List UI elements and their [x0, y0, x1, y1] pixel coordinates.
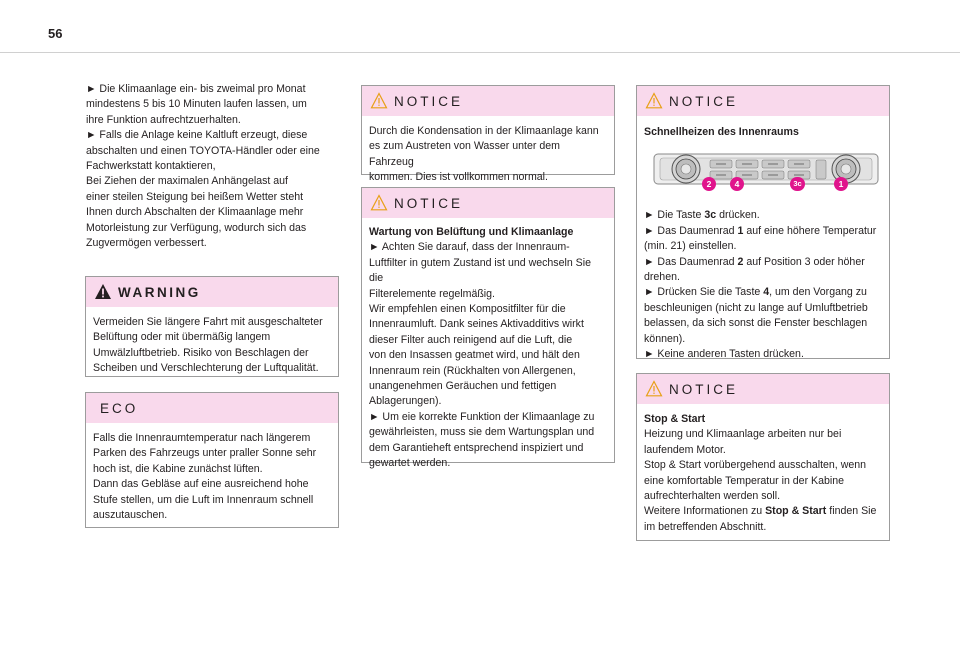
text-line: im betreffenden Abschnitt. — [644, 520, 767, 533]
callout-2: 2 — [702, 177, 716, 191]
warning-title: WARNING — [118, 284, 201, 300]
text-line: ► Die Klimaanlage ein- bis zweimal pro Monat — [86, 83, 306, 95]
intro-paragraph — [85, 82, 341, 251]
page-number: 56 — [48, 26, 63, 41]
text-line: Wir empfehlen einen Kompositfilter für die — [369, 303, 566, 316]
text-line: eine komfortable Temperatur in der Kabine — [644, 474, 845, 487]
text-line: können). — [644, 332, 686, 345]
text-line: ► Achten Sie darauf, dass der Innenraum- — [369, 241, 570, 254]
text-line: Innenraumluft. Dank seines Aktivadditivs wirkt — [369, 318, 584, 331]
text-line: hoch ist, die Kabine zunächst lüften. — [93, 462, 263, 475]
step-1: ► Die Taste 3c drücken. — [644, 209, 760, 222]
callout-1: 1 — [834, 177, 848, 191]
eco-box — [85, 392, 339, 528]
text-line: Heizung und Klimaanlage arbeiten nur bei — [644, 428, 842, 441]
notice-header — [637, 86, 889, 116]
notice-title: NOTICE — [394, 195, 464, 211]
header-divider — [0, 52, 960, 53]
text-line: Vermeiden Sie längere Fahrt mit ausgeschalteter — [93, 316, 323, 328]
text-line: ► Falls die Anlage keine Kaltluft erzeugt, diese — [86, 129, 308, 142]
text-line: Falls die Innenraumtemperatur nach längerem — [93, 432, 311, 444]
eco-title: ECO — [100, 400, 139, 416]
text-line: Motorleistung zur Verfügung, wodurch sich das — [86, 221, 307, 234]
text-line: gewartet werden. — [369, 457, 451, 470]
text-line: Durch die Kondensation in der Klimaanlage kann — [369, 125, 599, 137]
text-line: Ablagerungen). — [369, 395, 442, 408]
warning-header — [86, 277, 338, 307]
text-line: es zum Austreten von Wasser unter dem Fahrzeug — [369, 140, 560, 168]
text-line: Parken des Fahrzeugs unter praller Sonne sehr — [93, 447, 317, 460]
text-line: Ihnen durch Abschalten der Klimaanlage mehr — [86, 206, 304, 219]
warning-triangle-icon — [94, 283, 112, 300]
step-3: ► Das Daumenrad 2 auf Position 3 oder höher — [644, 255, 865, 268]
eco-header — [86, 393, 338, 423]
text-line: Belüftung oder mit übermäßig langem — [93, 331, 271, 344]
text-line: laufendem Motor. — [644, 443, 726, 456]
notice-heading: Schnellheizen des Innenraums — [644, 126, 799, 138]
notice-title: NOTICE — [669, 93, 739, 109]
step-4: ► Drücken Sie die Taste 4, um den Vorgang zu — [644, 286, 867, 299]
notice-body — [362, 218, 614, 480]
text-line: Innenraum rein (Rückhalten von Allergenen, — [369, 364, 576, 377]
text-line: abschalten und einen TOYOTA-Händler oder eine — [86, 144, 320, 157]
notice-triangle-icon — [370, 194, 388, 211]
text-line: unangenehmen Geräuchen und fettigen — [369, 380, 557, 393]
text-line: belassen, da sich sonst die Fenster beschlagen — [644, 317, 868, 330]
text-line: auszutauschen. — [93, 509, 168, 522]
warning-box — [85, 276, 339, 377]
text-line: Filterelemente regelmäßig. — [369, 287, 495, 300]
text-line: Scheiben und Verschlechterung der Luftqualität. — [93, 362, 319, 375]
text-line: aufrechterhalten werden soll. — [644, 490, 781, 503]
step-2: ► Das Daumenrad 1 auf eine höhere Temperatur — [644, 224, 877, 237]
text-line: Weitere Informationen zu Stop & Start finden Sie — [644, 505, 877, 518]
text-line: mindestens 5 bis 10 Minuten laufen lassen, um — [86, 98, 307, 111]
notice-triangle-icon — [645, 380, 663, 397]
text-line: Stop & Start vorübergehend ausschalten, wenn — [644, 459, 867, 472]
step-5: ► Keine anderen Tasten drücken. — [644, 348, 804, 361]
notice-header — [362, 86, 614, 116]
text-line: von den Insassen geatmet wird, und hält den — [369, 349, 580, 362]
text-line: dem Garantieheft entsprechend inspiziert und — [369, 441, 584, 454]
text-line: Dann das Gebläse auf eine ausreichend hohe — [93, 478, 309, 491]
text-line: kommen. Dies ist vollkommen normal. — [369, 171, 548, 184]
text-line: dieser Filter auch reinigend auf die Luft, die — [369, 333, 573, 346]
notice-body — [637, 116, 889, 370]
text-line: Fachwerkstatt kontaktieren, — [86, 160, 216, 173]
notice-title: NOTICE — [394, 93, 464, 109]
notice-triangle-icon — [370, 92, 388, 109]
notice-box-condensation — [361, 85, 615, 184]
notice-body — [362, 116, 614, 194]
column-1 — [85, 76, 341, 251]
text-line: ► Um eie korrekte Funktion der Klimaanlage zu — [369, 410, 595, 423]
notice-box-maintenance — [361, 187, 615, 470]
text-line: Luftfilter in gutem Zustand ist und wechseln Sie die — [369, 256, 591, 285]
notice-title: NOTICE — [669, 381, 739, 397]
text-line: (min. 21) einstellen. — [644, 240, 737, 253]
notice-header — [637, 374, 889, 404]
notice-heading: Stop & Start — [644, 413, 706, 425]
notice-triangle-icon — [645, 92, 663, 109]
text-line: Zugvermögen verbessert. — [86, 237, 207, 250]
notice-header — [362, 188, 614, 218]
text-line: einer steilen Steigung bei heißem Wetter steht — [86, 190, 304, 203]
callout-4: 4 — [730, 177, 744, 191]
climate-control-panel-illustration — [650, 146, 882, 200]
notice-box-stop-start — [636, 373, 890, 541]
eco-body — [86, 423, 338, 531]
text-line: Bei Ziehen der maximalen Anhängelast auf — [86, 175, 288, 188]
text-line: Stufe stellen, um die Luft im Innenraum schnell — [93, 493, 314, 506]
text-line: drehen. — [644, 271, 680, 284]
notice-heading: Wartung von Belüftung und Klimaanlage — [369, 226, 574, 238]
text-line: ihre Funktion aufrechtzuerhalten. — [86, 113, 241, 126]
notice-box-quick-heating — [636, 85, 890, 359]
callout-3c: 3c — [790, 177, 805, 191]
warning-body — [86, 307, 338, 385]
climate-panel-drawing — [650, 146, 882, 200]
text-line: gewährleisten, muss sie dem Wartungsplan und — [369, 426, 595, 439]
notice-body — [637, 404, 889, 543]
text-line: Umwälzluftbetrieb. Risiko von Beschlagen der — [93, 346, 309, 359]
text-line: beschleunigen (nicht zu lange auf Umluftbetrieb — [644, 301, 868, 314]
